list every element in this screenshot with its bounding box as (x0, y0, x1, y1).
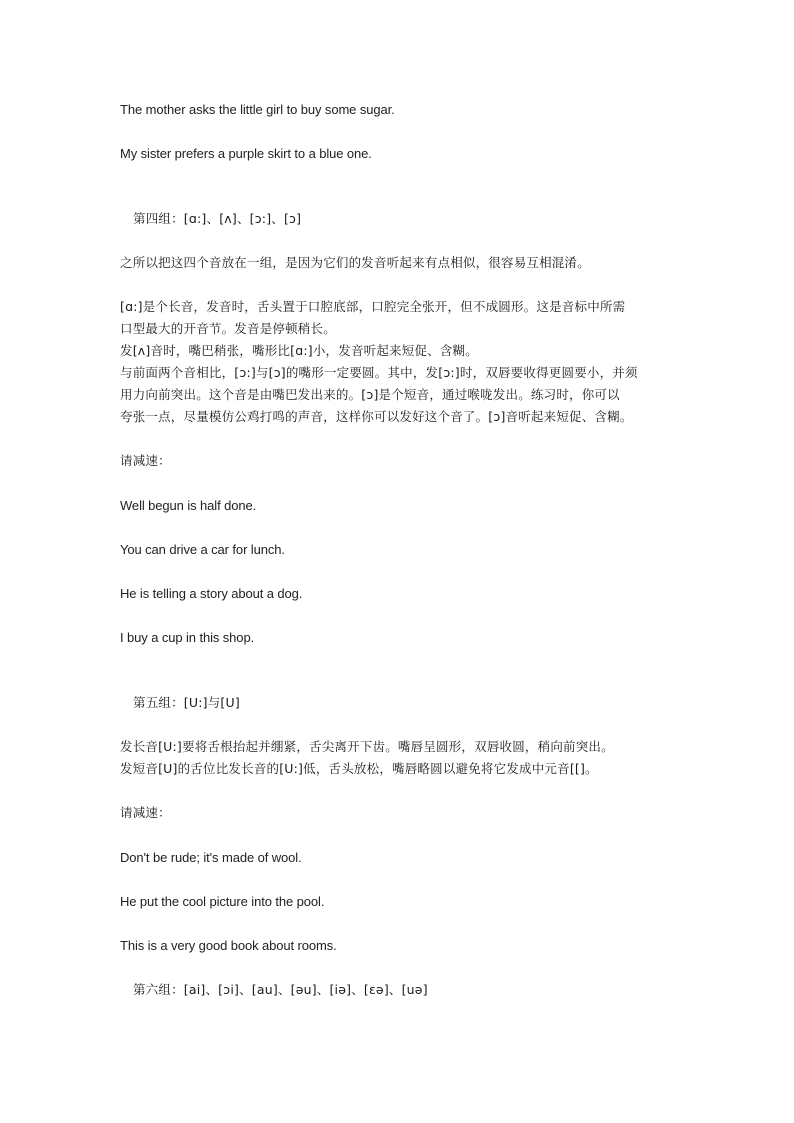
paragraph-line: 口型最大的开音节。发音是停顿稍长。 (120, 321, 336, 336)
section-heading-group-4: 第四组：[ɑ:]、[ʌ]、[ɔ:]、[ɔ] (133, 211, 302, 226)
example-sentence: Well begun is half done. (120, 498, 257, 513)
example-sentence: Don't be rude; it's made of wool. (120, 850, 302, 865)
section-heading-group-5: 第五组：[U:]与[U] (133, 695, 240, 710)
section-heading-group-6: 第六组：[ai]、[ɔi]、[au]、[əu]、[iə]、[ɛə]、[uə] (133, 982, 428, 997)
paragraph-line: 之所以把这四个音放在一组，是因为它们的发音听起来有点相似，很容易互相混淆。 (120, 255, 590, 270)
example-sentence: He is telling a story about a dog. (120, 586, 303, 601)
example-sentence: He put the cool picture into the pool. (120, 894, 325, 909)
example-sentence: You can drive a car for lunch. (120, 542, 285, 557)
paragraph-line: 用力向前突出。这个音是由嘴巴发出来的。[ɔ]是个短音，通过喉咙发出。练习时，你可以 (120, 387, 620, 402)
example-sentence: I buy a cup in this shop. (120, 630, 255, 645)
example-sentence: The mother asks the little girl to buy some sugar. (120, 102, 395, 117)
example-sentence: This is a very good book about rooms. (120, 938, 337, 953)
paragraph-line: 发长音[U:]要将舌根抬起并绷紧，舌尖离开下齿。嘴唇呈圆形，双唇收圆，稍向前突出。 (120, 739, 614, 754)
example-sentence: My sister prefers a purple skirt to a blue one. (120, 146, 372, 161)
paragraph-line: 发短音[U]的舌位比发长音的[U:]低，舌头放松，嘴唇略圆以避免将它发成中元音[[]。 (120, 761, 598, 776)
paragraph-line: 发[ʌ]音时，嘴巴稍张，嘴形比[ɑ:]小，发音听起来短促、含糊。 (120, 343, 478, 358)
paragraph-line: [ɑ:]是个长音，发音时，舌头置于口腔底部，口腔完全张开，但不成圆形。这是音标中所需 (120, 299, 626, 314)
paragraph-line: 与前面两个音相比，[ɔ:]与[ɔ]的嘴形一定要圆。其中，发[ɔ:]时，双唇要收得更圆要小，并须 (120, 365, 638, 380)
paragraph-line: 夸张一点，尽量模仿公鸡打鸣的声音，这样你可以发好这个音了。[ɔ]音听起来短促、含糊。 (120, 409, 633, 424)
practice-label: 请减速： (120, 453, 171, 468)
practice-label: 请减速： (120, 805, 171, 820)
